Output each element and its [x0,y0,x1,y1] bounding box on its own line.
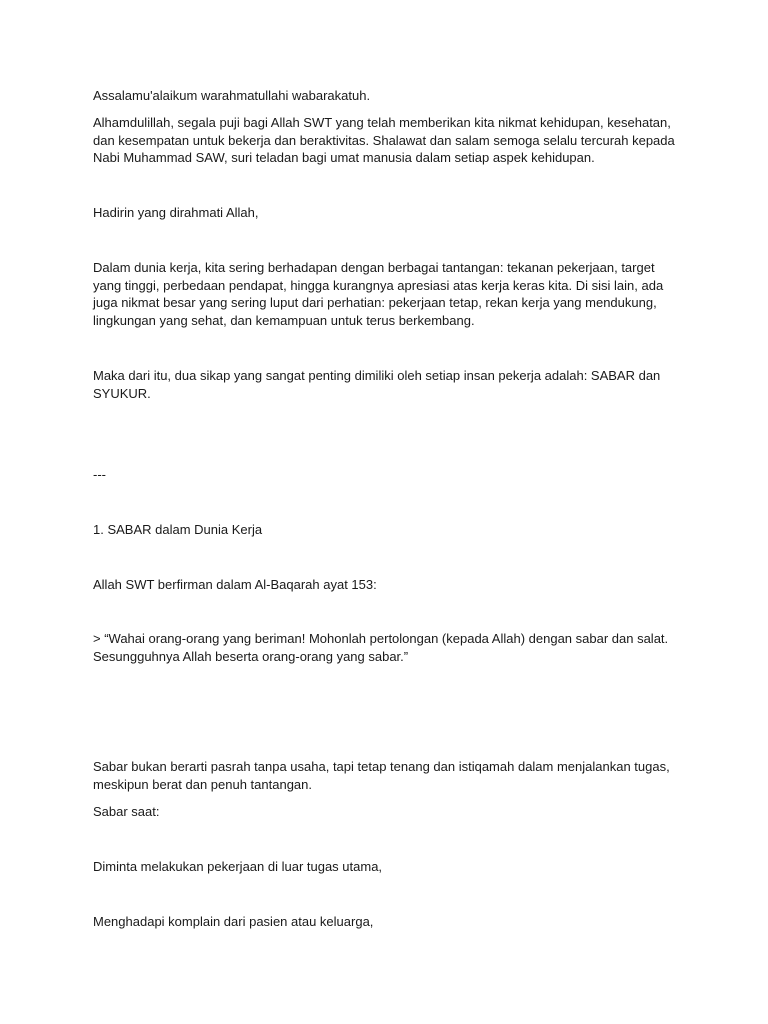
greeting-text: Assalamu'alaikum warahmatullahi wabarakatuh. [93,88,371,103]
verse-intro-text: Allah SWT berfirman dalam Al-Baqarah ayat 153: [93,577,377,592]
list-item: Menghadapi komplain dari pasien atau keluarga, [93,914,374,929]
list-item: Diminta melakukan pekerjaan di luar tugas utama, [93,859,383,874]
sabar-when-label: Sabar saat: [93,804,160,819]
context-paragraph: Dalam dunia kerja, kita sering berhadapan dengan berbagai tantangan: tekanan pekerjaan, target yang tinggi, perbedaan pendapat, hingga kurangnya apresiasi atas kerja keras kita. Di sisi lain, ada juga nikmat besar yang sering luput dari perhatian: pekerjaan tetap, rekan kerja yang mendukung, lingkungan yang sehat, dan kemampuan untuk terus berkembang. [93,260,664,328]
sabar-definition-paragraph: Sabar bukan berarti pasrah tanpa usaha, tapi tetap tenang dan istiqamah dalam menjalankan tugas, meskipun berat dan penuh tantangan. [93,759,670,792]
separator-text: --- [93,467,106,482]
opening-paragraph: Alhamdulillah, segala puji bagi Allah SWT yang telah memberikan kita nikmat kehidupan, kesehatan, dan kesempatan untuk bekerja dan beraktivitas. Shalawat dan salam semoga selalu tercurah kepada Nabi Muhammad SAW, suri teladan bagi umat manusia dalam setiap aspek kehidupan. [93,115,675,165]
section-heading: 1. SABAR dalam Dunia Kerja [93,522,263,537]
address-text: Hadirin yang dirahmati Allah, [93,205,259,220]
verse-quote: > “Wahai orang-orang yang beriman! Mohonlah pertolongan (kepada Allah) dengan sabar dan salat. Sesungguhnya Allah beserta orang-orang yang sabar.” [93,631,669,664]
thesis-paragraph: Maka dari itu, dua sikap yang sangat penting dimiliki oleh setiap insan pekerja adalah: SABAR dan SYUKUR. [93,368,661,401]
